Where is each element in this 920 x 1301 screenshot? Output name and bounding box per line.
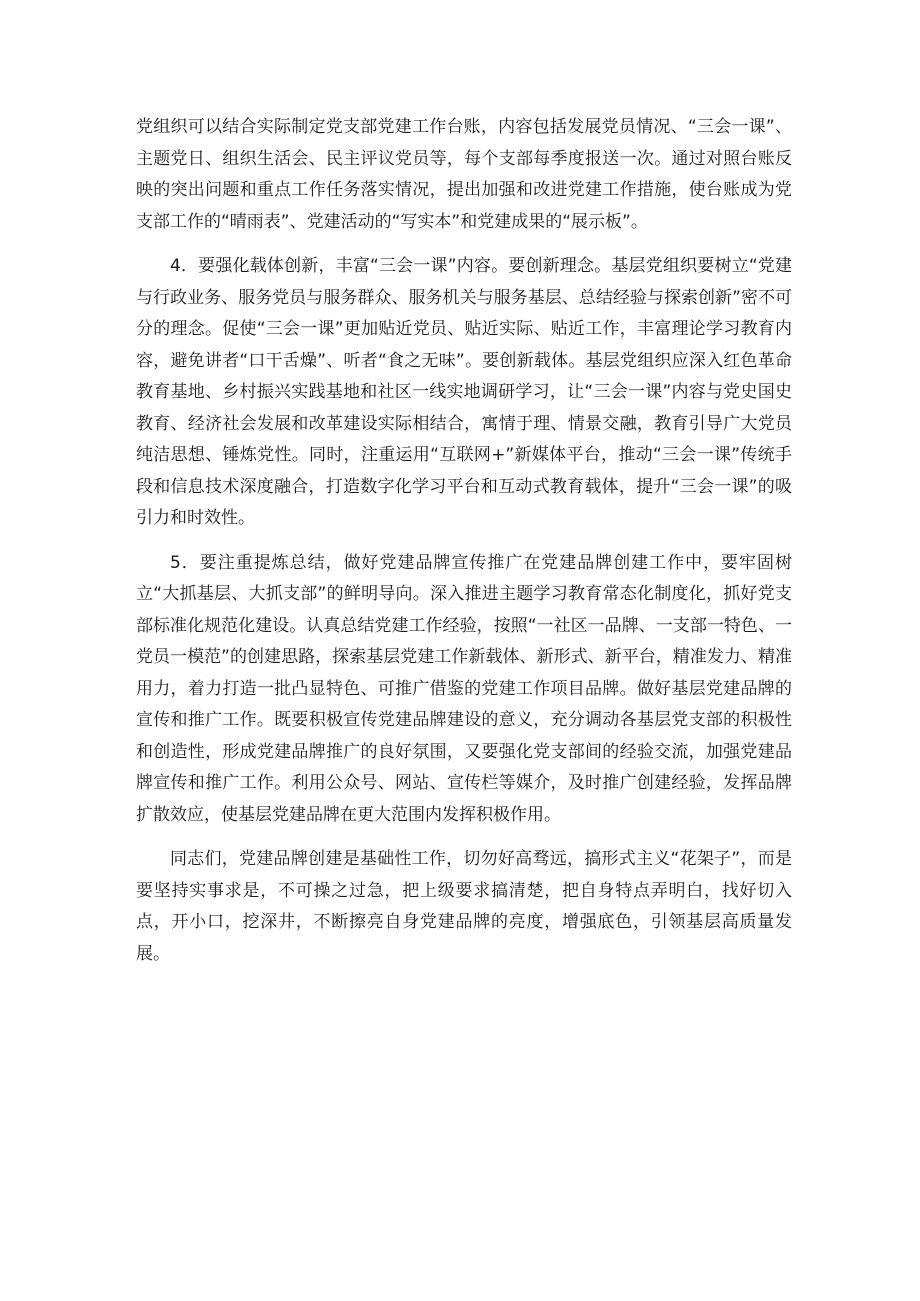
paragraph-item-4: 4．要强化载体创新，丰富“三会一课”内容。要创新理念。基层党组织要树立“党建与行政业务、服务党员与服务群众、服务机关与服务基层、总结经验与探索创新”密不可分的理念。促使“三会一课”更加贴近党员、贴近实际、贴近工作，丰富理论学习教育内容，避免讲者“口干舌燥”、听者“食之无味”。要创新载体。基层党组织应深入红色革命教育基地、乡村振兴实践基地和社区一线实地调研学习，让“三会一课”内容与党史国史教育、经济社会发展和改革建设实际相结合，寓情于理、情景交融，教育引导广大党员纯洁思想、锤炼党性。同时，注重运用“互联网+”新媒体平台，推动“三会一课”传统手段和信息技术深度融合，打造数字化学习平台和互动式教育载体，提升“三会一课”的吸引力和时效性。 xyxy=(136,256,792,528)
paragraph-closing: 同志们，党建品牌创建是基础性工作，切勿好高骛远，搞形式主义“花架子”，而是要坚持实事求是，不可操之过急，把上级要求搞清楚，把自身特点弄明白，找好切入点，开小口，挖深井，不断擦亮自身党建品牌的亮度，增强底色，引领基层高质量发展。 xyxy=(136,849,792,964)
paragraph-item-5: 5．要注重提炼总结，做好党建品牌宣传推广在党建品牌创建工作中，要牢固树立“大抓基层、大抓支部”的鲜明导向。深入推进主题学习教育常态化制度化，抓好党支部标准化规范化建设。认真总结党建工作经验，按照“一社区一品牌、一支部一特色、一党员一模范”的创建思路，探索基层党建工作新载体、新形式、新平台，精准发力、精准用力，着力打造一批凸显特色、可推广借鉴的党建工作项目品牌。做好基层党建品牌的宣传和推广工作。既要积极宣传党建品牌建设的意义，充分调动各基层党支部的积极性和创造性，形成党建品牌推广的良好氛围，又要强化党支部间的经验交流，加强党建品牌宣传和推广工作。利用公众号、网站、宣传栏等媒介，及时推广创建经验，发挥品牌扩散效应，使基层党建品牌在更大范围内发挥积极作用。 xyxy=(136,552,792,825)
document-body xyxy=(136,112,792,983)
paragraph-ledger: 党组织可以结合实际制定党支部党建工作台账，内容包括发展党员情况、“三会一课”、主题党日、组织生活会、民主评议党员等，每个支部每季度报送一次。通过对照台账反映的突出问题和重点工作任务落实情况，提出加强和改进党建工作措施，使台账成为党支部工作的“晴雨表”、党建活动的“写实本”和党建成果的“展示板”。 xyxy=(136,117,792,232)
